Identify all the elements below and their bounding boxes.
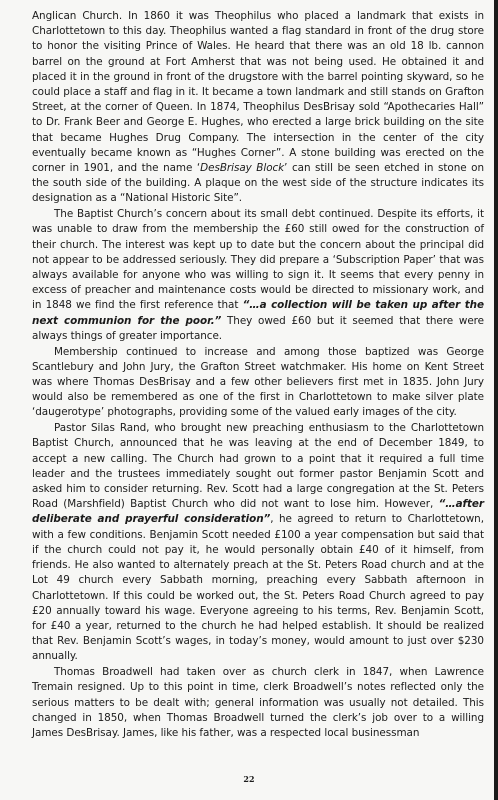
- paragraph-text: The Baptist Church’s concern about its small debt continued. Despite its efforts, it was unable to draw from the membership the £60 still owed for the construction of their church. The interest was kept up to date but the concern about the principal did not appear to be addressed seriously. They did prepare a ‘Subscription Paper’ that was always available for anyone who was willing to sign it. It seems that every penny in excess of preacher and maintenance costs would be directed to missionary work, and in 1848 we find the first reference that: [32, 208, 484, 312]
- quote-bold-italic: “…a collection will be taken up after the next communion for the poor.”: [32, 299, 484, 327]
- paragraph-text: , he agreed to return to Charlottetown, with a few conditions. Benjamin Scott needed £100 a year compensation but said that if the church could not pay it, he would personally obtain £40 of it himself, from friends. He also wanted to alternately preach at the St. Peters Road church and at the Lot 49 church every Sabbath morning, preaching every Sabbath afternoon in Charlottetown. If this could be worked out, the St. Peters Road Church agreed to pay £20 annually toward his wage. Everyone agreeing to his terms, Rev. Benjamin Scott, for £40 a year, returned to the church he had helped establish. It should be realized that Rev. Benjamin Scott’s wages, in today’s money, would amount to just over $230 annually.: [32, 513, 484, 663]
- paragraph-membership: [32, 345, 484, 421]
- paragraph-text: Pastor Silas Rand, who brought new preaching enthusiasm to the Charlottetown Baptist Church, announced that he was leaving at the end of December 1849, to accept a new calling. The Church had grown to a point that it required a full time leader and the trustees immediately sought out former pastor Benjamin Scott and asked him to consider returning. Rev. Scott had a large congregation at the St. Peters Road (Marshfield) Baptist Church who did not want to lose him. However,: [32, 422, 484, 511]
- block-name-italic: DesBrisay Block: [200, 162, 285, 175]
- paragraph-desbrisay-landmark: [32, 9, 484, 207]
- paragraph-broadwell: [32, 665, 484, 741]
- paragraph-text: They owed £60 but it seemed that there were always things of greater importance.: [32, 314, 484, 342]
- quote-bold-italic: “…after deliberate and prayerful consideration”: [32, 498, 484, 526]
- paragraph-text: Anglican Church. In 1860 it was Theophilus who placed a landmark that exists in Charlottetown to this day. Theophilus wanted a flag standard in front of the drug store to honor the visiting Prince of Wales. He heard that there was an old 18 lb. cannon barrel on the ground at Fort Amherst that was not being used. He obtained it and placed it in the ground in front of the drugstore with the barrel pointing skyward, so he could place a staff and flag in it. It became a town landmark and still stands on Grafton Street, at the corner of Queen. In 1874, Theophilus DesBrisay sold “Apothecaries Hall” to Dr. Frank Beer and George E. Hughes, who erected a large brick building on the site that became Hughes Drug Company. The intersection in the center of the city eventually became known as “Hughes Corner”. A stone building was erected on the corner in 1901, and the name ‘: [32, 10, 484, 175]
- paragraph-text: ’ can still be seen etched in stone on the south side of the building. A plaque on the west side of the structure indicates its designation as a “National Historic Site”.: [32, 162, 485, 205]
- paragraph-text: Membership continued to increase and among those baptized was George Scantlebury and John Jury, the Grafton Street watchmaker. His home on Kent Street was where Thomas DesBrisay and a few other believers first met in 1835. John Jury would also be remembered as one of the first in Charlottetown to make silver plate ‘daugerotype’ photographs, providing some of the valued early images of the city.: [32, 345, 484, 419]
- paragraph-text: Thomas Broadwell had taken over as church clerk in 1847, when Lawrence Tremain resigned. Up to this point in time, clerk Broadwell’s notes reflected only the serious matters to be dealt with; general information was usually not detailed. This changed in 1850, when Thomas Broadwell turned the clerk’s job over to a willing James DesBrisay. James, like his father, was a respected local businessman: [32, 666, 484, 739]
- paragraph-baptist-debt: [32, 207, 484, 344]
- page-number: 22: [243, 774, 255, 784]
- text-column: [32, 9, 484, 741]
- paragraph-pastor-rand: [32, 421, 484, 664]
